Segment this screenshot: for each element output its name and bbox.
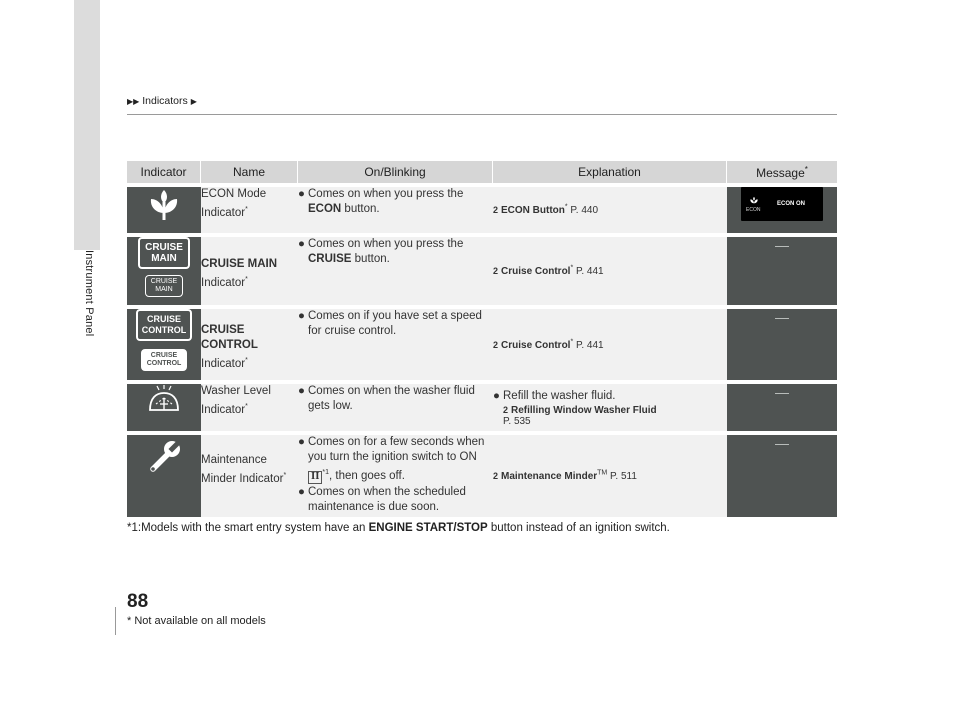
message-cell — [727, 435, 837, 517]
page-reference-link[interactable] — [493, 266, 604, 277]
no-message-dash: — — [775, 237, 789, 253]
reference-label[interactable]: Cruise Control — [501, 266, 571, 278]
trademark-mark: TM — [597, 469, 608, 477]
footnote-mark: * — [245, 357, 248, 364]
indicator-cell — [127, 187, 201, 233]
page-reference-link[interactable] — [503, 405, 657, 427]
cruise-main-icon — [138, 237, 190, 269]
icon-label: CRUISE — [145, 242, 183, 253]
name-cell — [201, 187, 298, 233]
indicator-name: Maintenance Minder Indicator — [201, 454, 284, 485]
section-label: Instrument Panel — [83, 250, 95, 337]
cruise-control-icon — [136, 309, 193, 341]
reference-page[interactable]: P. 511 — [610, 471, 637, 483]
on-blinking-cell — [298, 187, 493, 233]
footnote-mark: * — [245, 276, 248, 283]
header-message-label: Message — [756, 165, 805, 180]
breadcrumb-arrow-icon: ▶ — [190, 97, 197, 106]
reference-arrow-icon: 2 — [503, 405, 509, 415]
bullet-icon: ● — [298, 188, 305, 200]
name-cell — [201, 309, 298, 380]
icon-label: CONTROL — [141, 325, 187, 335]
reference-page[interactable]: P. 441 — [575, 266, 604, 278]
indicator-name: CRUISE MAIN — [201, 258, 278, 270]
icon-label: MAIN — [151, 253, 177, 264]
explanation-cell — [493, 384, 727, 431]
indicator-table — [127, 157, 837, 521]
on-blinking-text: button. — [351, 253, 390, 265]
icon-label: CRUISE — [146, 314, 181, 324]
icon-label: CONTROL — [146, 360, 182, 367]
message-cell — [727, 384, 837, 431]
footnote-mark: * — [570, 264, 574, 272]
reference-arrow-icon: 2 — [493, 339, 499, 350]
on-blinking-text: Comes on when the washer fluid gets low. — [308, 385, 475, 412]
table-row — [127, 309, 837, 380]
econ-small-text: ECON — [746, 207, 761, 213]
footnote-text: *1:Models with the smart entry system have an — [127, 522, 369, 534]
reference-page[interactable]: P. 535 — [503, 416, 531, 427]
on-blinking-text: Comes on if you have set a speed for cruise control. — [308, 310, 482, 337]
econ-leaf-icon — [146, 187, 182, 223]
explanation-text: Refill the washer fluid. — [503, 390, 616, 402]
header-on-blinking: On/Blinking — [298, 161, 493, 183]
econ-leaf-icon — [749, 196, 759, 206]
name-cell — [201, 384, 298, 431]
explanation-cell — [493, 237, 727, 305]
ignition-position-key: II — [308, 471, 322, 484]
on-blinking-cell — [298, 384, 493, 431]
reference-label[interactable]: Refilling Window Washer Fluid — [511, 405, 657, 416]
wrench-icon — [144, 435, 184, 475]
header-divider — [127, 114, 837, 115]
footnote-mark: *1 — [322, 469, 330, 476]
button-name: CRUISE — [308, 253, 352, 265]
reference-arrow-icon: 2 — [493, 471, 499, 482]
table-header-row — [127, 161, 837, 183]
bullet-icon: ● — [493, 390, 500, 402]
explanation-cell — [493, 435, 727, 517]
icon-label: CRUISE — [150, 278, 178, 285]
on-blinking-cell — [298, 237, 493, 305]
indicator-cell — [127, 435, 201, 517]
icon-label: MAIN — [155, 286, 173, 293]
indicator-name-line2: CONTROL — [201, 339, 258, 351]
table-row — [127, 435, 837, 517]
indicator-name: CRUISE — [201, 324, 245, 336]
breadcrumb-arrow-icon: ▶ — [133, 97, 140, 106]
on-blinking-text: , then goes off. — [329, 469, 405, 482]
econ-message-display — [741, 187, 823, 221]
footnote-mark: * — [245, 206, 248, 213]
indicator-name: Washer Level Indicator — [201, 385, 271, 416]
name-cell — [201, 435, 298, 517]
footnote-mark: * — [283, 472, 287, 479]
bullet-icon: ● — [298, 436, 305, 448]
breadcrumb-arrow-icon: ▶ — [127, 97, 134, 106]
header-name: Name — [201, 161, 298, 183]
availability-note: * Not available on all models — [127, 615, 266, 627]
footnote-mark: * — [804, 164, 808, 174]
footnote-mark: * — [570, 338, 574, 346]
indicator-name: ECON Mode Indicator — [201, 188, 267, 219]
name-cell — [201, 237, 298, 305]
econ-screen-text: ECON ON — [777, 201, 806, 207]
page-reference-link[interactable] — [493, 471, 637, 482]
no-message-dash: — — [775, 309, 789, 325]
message-cell — [727, 237, 837, 305]
bullet-icon: ● — [298, 310, 305, 322]
indicator-cell — [127, 237, 201, 305]
sidebar-tab — [74, 0, 100, 250]
page-reference-link[interactable] — [493, 205, 598, 216]
indicator-cell — [127, 384, 201, 431]
washer-level-icon — [144, 384, 184, 414]
reference-page[interactable]: P. 440 — [570, 205, 599, 217]
indicator-cell — [127, 309, 201, 380]
indicator-name-suffix: Indicator — [201, 276, 246, 289]
header-explanation: Explanation — [493, 161, 727, 183]
on-blinking-text: Comes on when the scheduled maintenance is due soon. — [308, 485, 466, 513]
indicator-name-suffix: Indicator — [201, 357, 246, 370]
bullet-icon: ● — [298, 238, 305, 250]
reference-label[interactable]: Maintenance Minder — [501, 471, 598, 483]
footnote-mark: * — [564, 203, 568, 211]
table-row — [127, 384, 837, 431]
reference-page[interactable]: P. 441 — [575, 339, 604, 351]
no-message-dash: — — [775, 435, 789, 451]
ignition-footnote — [127, 522, 670, 534]
on-blinking-cell — [298, 309, 493, 380]
on-blinking-text: button. — [341, 203, 380, 215]
table-row — [127, 237, 837, 305]
footer-divider — [115, 607, 116, 635]
reference-arrow-icon: 2 — [493, 266, 499, 277]
header-indicator: Indicator — [127, 161, 201, 183]
on-blinking-text: Comes on when you press the — [308, 238, 464, 250]
on-blinking-text: Comes on when you press the — [308, 188, 464, 200]
on-blinking-text: Comes on for a few seconds when you turn the ignition switch to ON — [308, 436, 485, 463]
footnote-mark: * — [245, 403, 248, 410]
no-message-dash: — — [775, 384, 789, 400]
breadcrumb-label[interactable]: Indicators — [142, 95, 188, 107]
reference-label[interactable]: Cruise Control — [501, 339, 571, 351]
header-message — [727, 161, 837, 183]
page-number: 88 — [127, 591, 149, 612]
bullet-icon: ● — [298, 485, 305, 498]
footnote-bold-text: ENGINE START/STOP — [368, 522, 488, 534]
reference-label[interactable]: ECON Button — [501, 205, 565, 217]
on-blinking-cell — [298, 435, 493, 517]
footnote-text: button instead of an ignition switch. — [487, 522, 670, 534]
message-cell — [727, 187, 837, 233]
explanation-cell — [493, 309, 727, 380]
cruise-main-small-icon — [145, 275, 183, 297]
button-name: ECON — [308, 203, 342, 215]
page-reference-link[interactable] — [493, 340, 604, 351]
message-cell — [727, 309, 837, 380]
reference-arrow-icon: 2 — [493, 205, 499, 216]
cruise-control-small-icon — [141, 349, 188, 371]
explanation-cell — [493, 187, 727, 233]
table-row — [127, 187, 837, 233]
breadcrumb[interactable] — [127, 95, 197, 107]
bullet-icon: ● — [298, 385, 305, 397]
icon-label: CRUISE — [150, 352, 178, 359]
